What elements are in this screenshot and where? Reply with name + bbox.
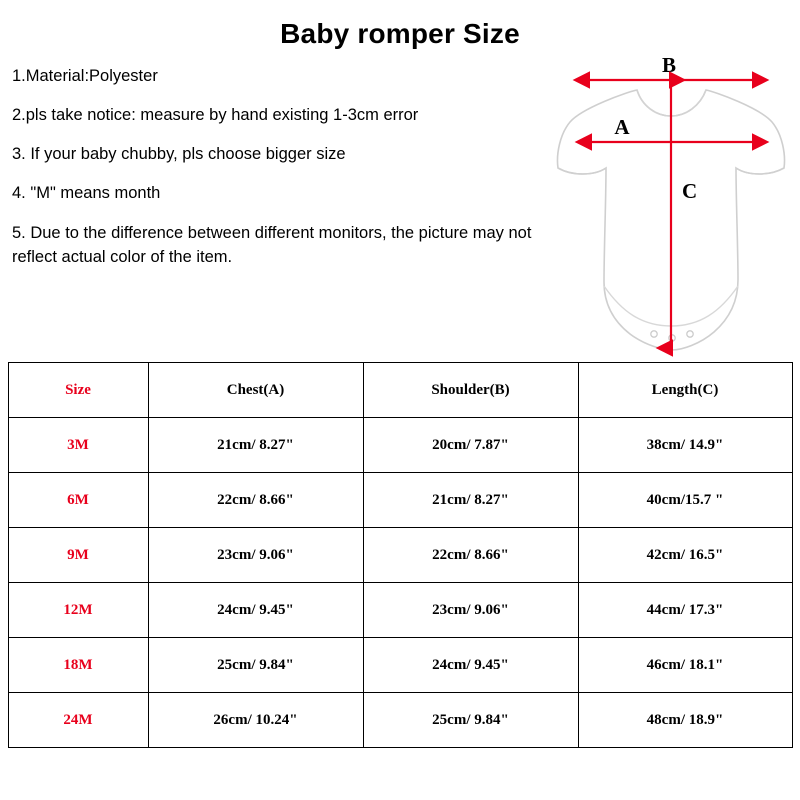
notes-list: [12, 66, 532, 288]
cell-length: 46cm/ 18.1": [578, 638, 792, 693]
cell-chest: 24cm/ 9.45": [148, 583, 363, 638]
length-label: C: [682, 179, 698, 203]
note-item: 3. If your baby chubby, pls choose bigger size: [12, 145, 346, 164]
cell-size: 6M: [8, 473, 148, 528]
romper-diagram: [542, 50, 792, 350]
cell-shoulder: 20cm/ 7.87": [363, 418, 578, 473]
cell-chest: 25cm/ 9.84": [148, 638, 363, 693]
cell-length: 40cm/15.7 ": [578, 473, 792, 528]
column-header-shoulder: Shoulder(B): [363, 363, 578, 418]
cell-chest: 22cm/ 8.66": [148, 473, 363, 528]
cell-chest: 26cm/ 10.24": [148, 693, 363, 748]
column-header-size: Size: [8, 363, 148, 418]
table-header-row: [8, 363, 792, 418]
table-row: [8, 473, 792, 528]
cell-shoulder: 25cm/ 9.84": [363, 693, 578, 748]
info-section: [0, 53, 800, 356]
cell-shoulder: 21cm/ 8.27": [363, 473, 578, 528]
cell-size: 18M: [8, 638, 148, 693]
cell-size: 9M: [8, 528, 148, 583]
table-row: [8, 528, 792, 583]
cell-chest: 23cm/ 9.06": [148, 528, 363, 583]
table-row: [8, 583, 792, 638]
cell-shoulder: 24cm/ 9.45": [363, 638, 578, 693]
cell-chest: 21cm/ 8.27": [148, 418, 363, 473]
size-table: [8, 362, 793, 748]
cell-length: 38cm/ 14.9": [578, 418, 792, 473]
note-item: 5. Due to the difference between different monitors, the picture may not reflect actual color of the item.: [12, 224, 532, 267]
column-header-chest: Chest(A): [148, 363, 363, 418]
cell-length: 48cm/ 18.9": [578, 693, 792, 748]
note-item: 4. "M" means month: [12, 184, 161, 203]
cell-size: 24M: [8, 693, 148, 748]
cell-length: 42cm/ 16.5": [578, 528, 792, 583]
table-row: [8, 638, 792, 693]
cell-size: 3M: [8, 418, 148, 473]
column-header-length: Length(C): [578, 363, 792, 418]
cell-length: 44cm/ 17.3": [578, 583, 792, 638]
note-item: 2.pls take notice: measure by hand existing 1-3cm error: [12, 106, 419, 125]
chest-label: A: [614, 115, 630, 139]
table-row: [8, 693, 792, 748]
cell-shoulder: 22cm/ 8.66": [363, 528, 578, 583]
shoulder-label: B: [661, 53, 677, 77]
cell-size: 12M: [8, 583, 148, 638]
cell-shoulder: 23cm/ 9.06": [363, 583, 578, 638]
note-item: 1.Material:Polyester: [12, 67, 158, 85]
page-title: Baby romper Size: [280, 18, 520, 49]
table-row: [8, 418, 792, 473]
